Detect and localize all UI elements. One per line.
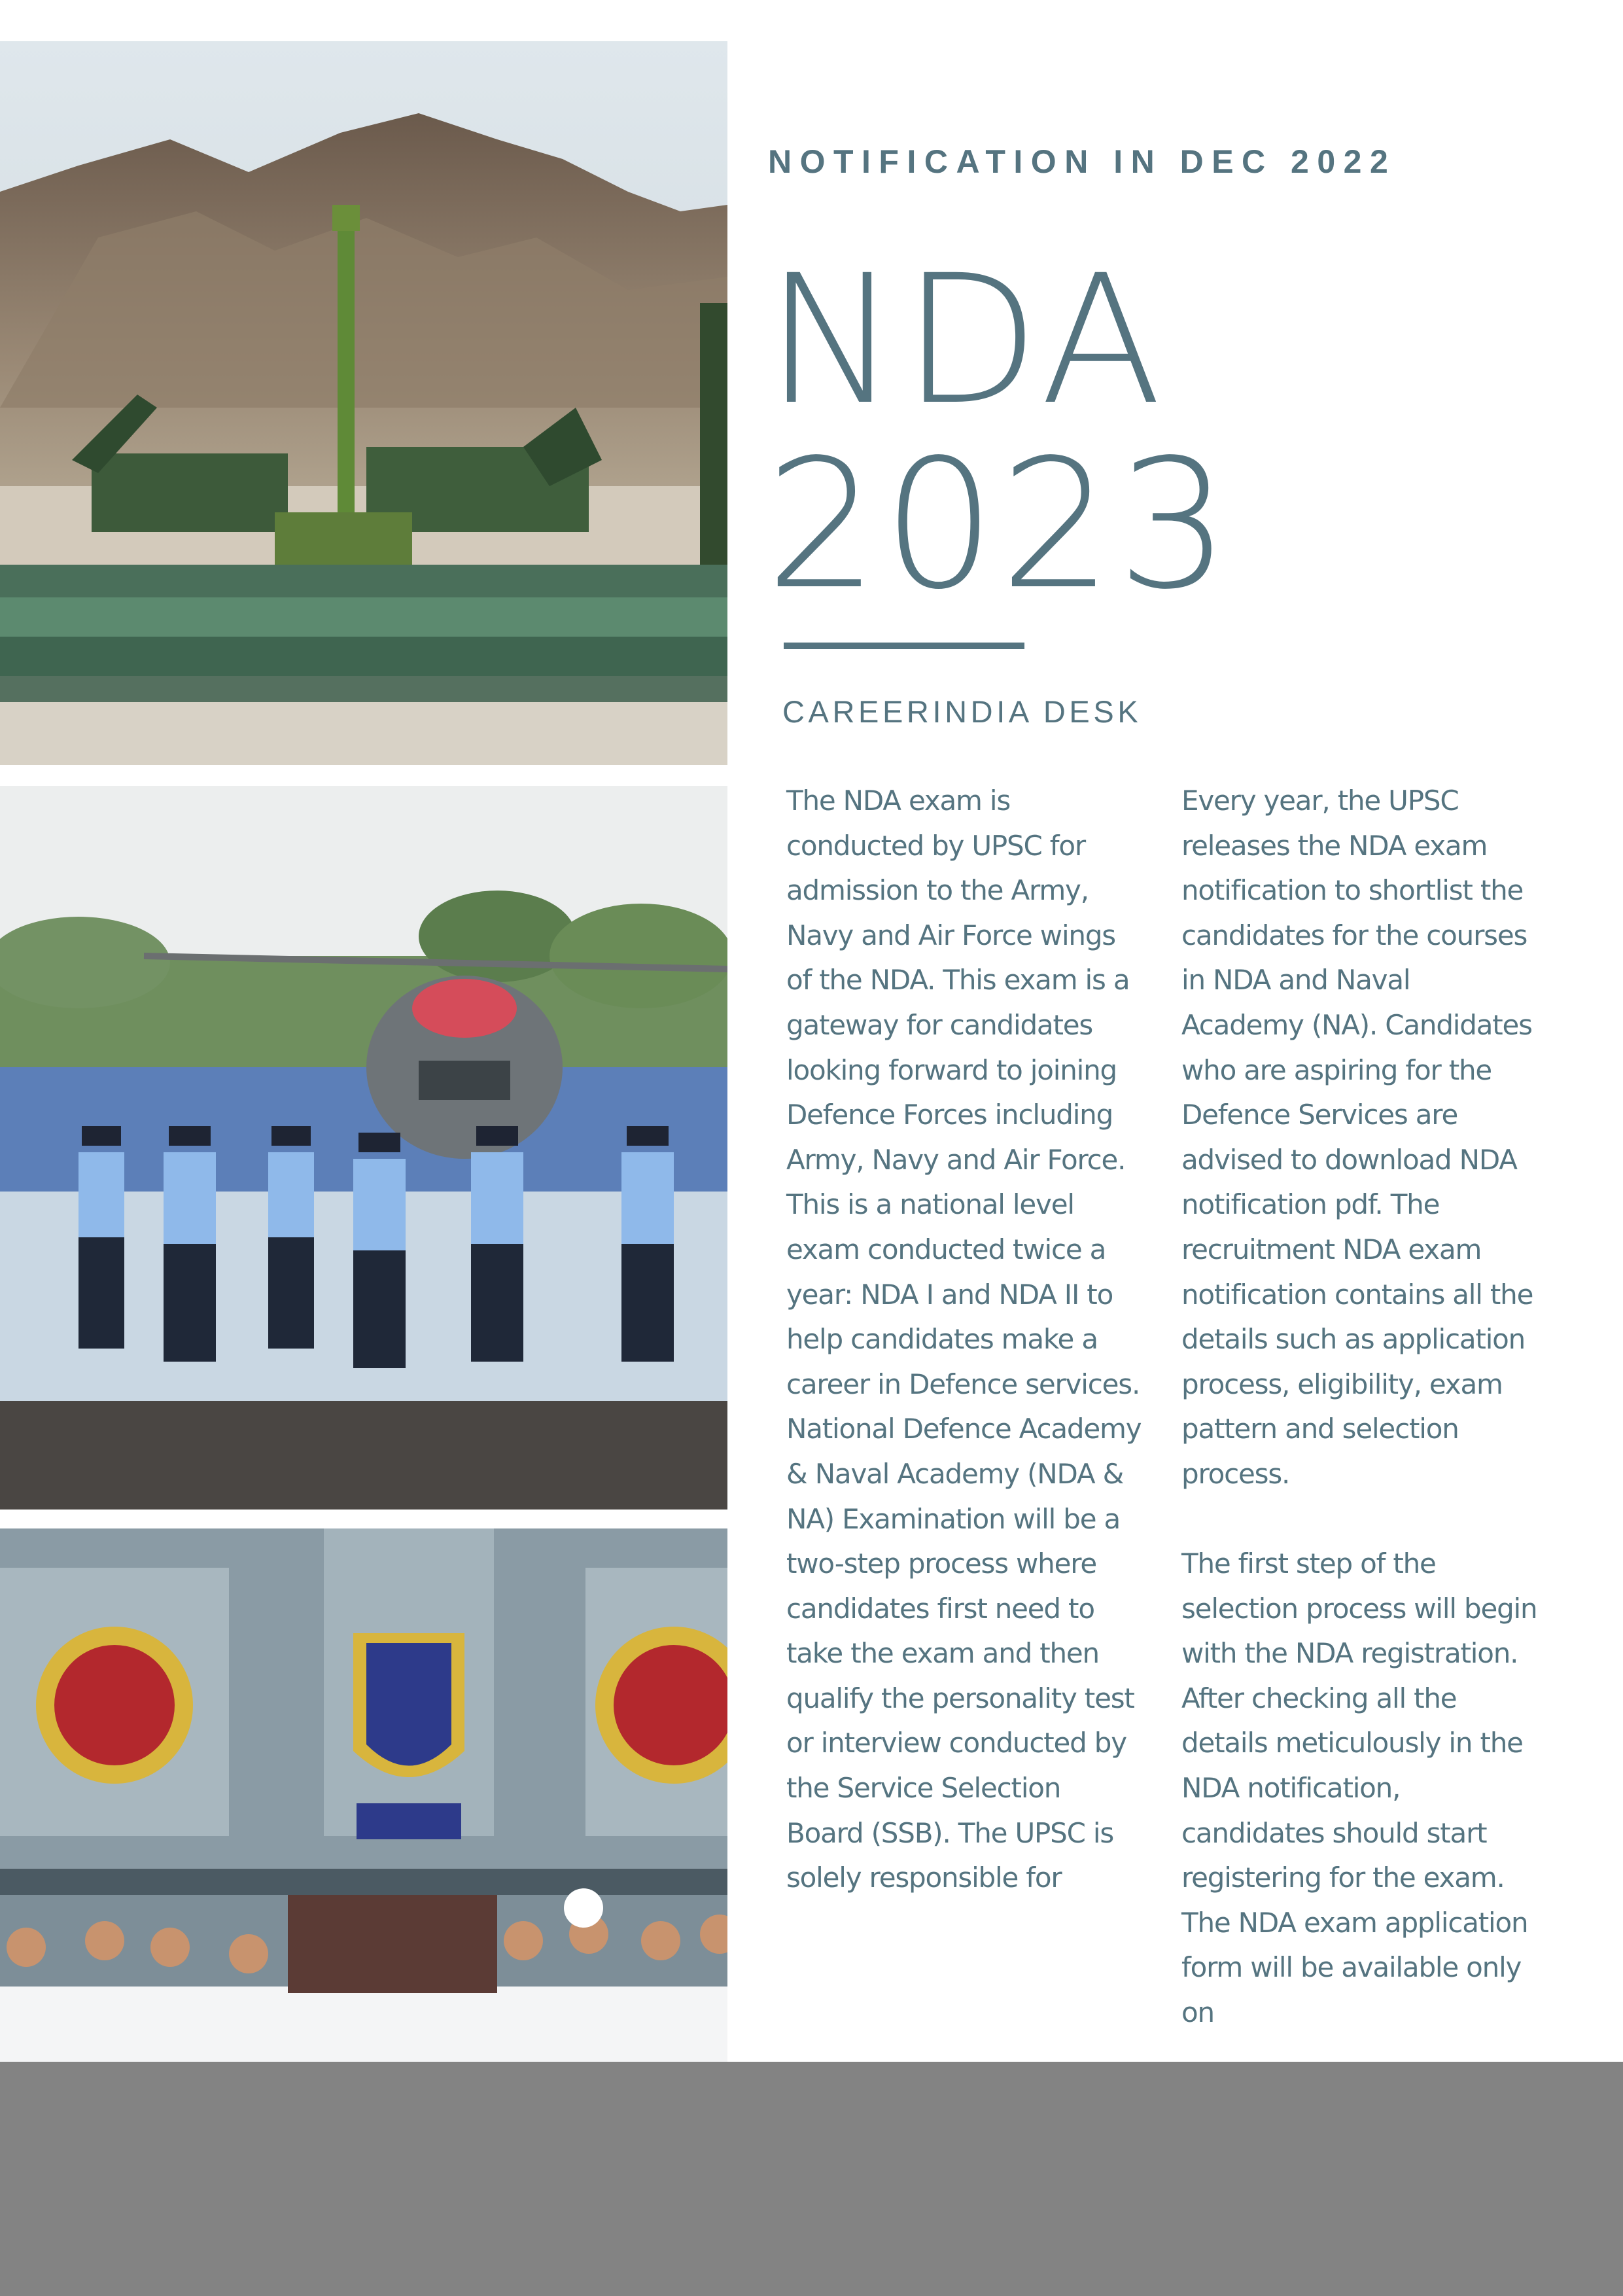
body-paragraph: Every year, the UPSC releases the NDA exam notification to shortlist the candidates for the courses in NDA and Naval Academy (NA). Candidates who are aspiring for the Defence Services are advised to download NDA notification pdf. The recruitment NDA exam notification contains all the details such as application process, eligibility, exam pattern and selection process. [1181,785,1533,1490]
body-paragraph: The first step of the selection process will begin with the NDA registration. After checking all the details meticulously in the NDA notification, candidates should start registering for the exam. The NDA exam application form will be available only on [1181,1547,1537,2029]
army-group-image [0,41,727,765]
air-force-parade-photo [0,786,727,1510]
army-group-photo [0,41,727,765]
page-bottom-band [0,2062,1623,2296]
body-column-right [1181,779,1540,2036]
notification-label: NOTIFICATION IN DEC 2022 [768,143,1397,180]
page-title [765,238,1234,629]
title-line-2: 2023 [765,422,1234,629]
title-line-1: NDA [765,238,1166,444]
air-force-parade-image [0,786,727,1510]
body-paragraph: The NDA exam is conducted by UPSC for admission to the Army, Navy and Air Force wings of the NDA. This exam is a gateway for candidates looking forward to joining Defence Forces including Army, Navy and Air Force. This is a national level exam conducted twice a year: NDA I and NDA II to help candidates make a career in Defence services. National Defence Academy & Naval Academy (NDA & NA) Examination will be a two-step process where candidates first need to take the exam and then qualify the personality test or interview conducted by the Service Selection Board (SSB). The UPSC is solely responsible for [786,785,1142,1894]
title-divider [784,643,1024,649]
body-column-left [786,779,1145,1901]
byline: CAREERINDIA DESK [782,694,1142,729]
